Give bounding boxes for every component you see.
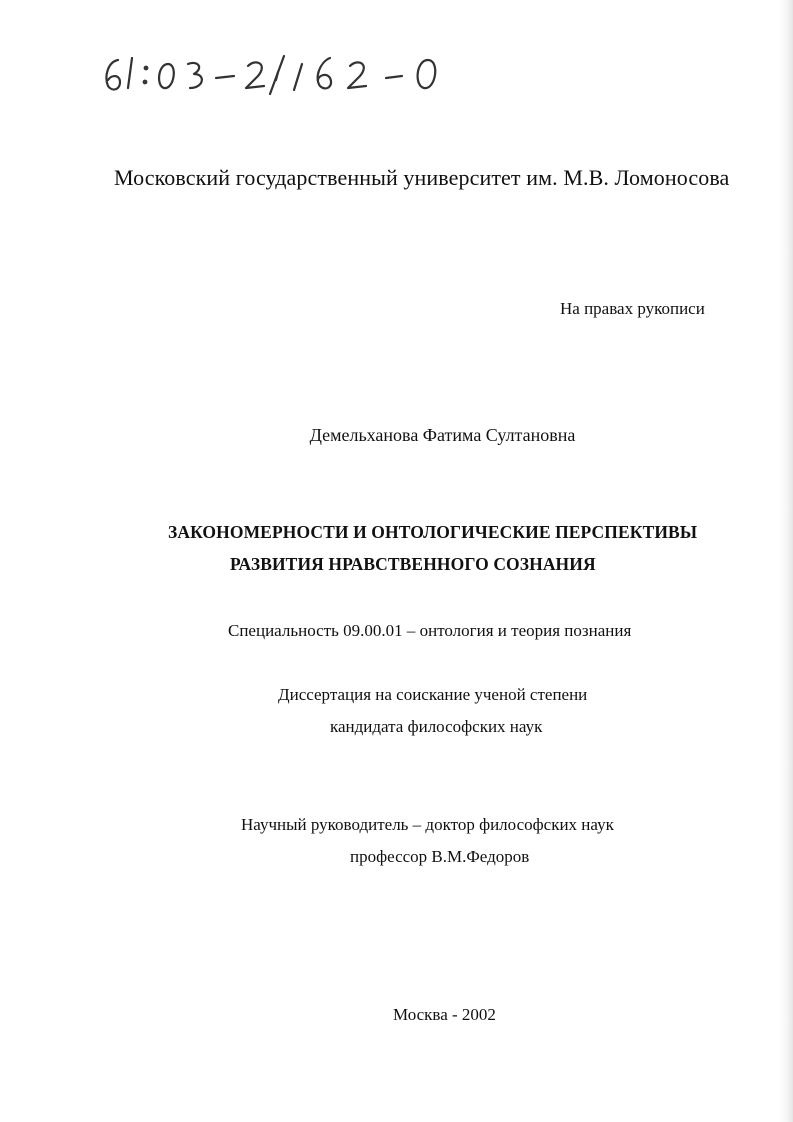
- university-name: Московский государственный университет им. М.В. Ломоносова: [114, 165, 730, 190]
- dissertation-title-line-2: РАЗВИТИЯ НРАВСТВЕННОГО СОЗНАНИЯ: [230, 554, 596, 574]
- advisor-line-1: Научный руководитель – доктор философских наук: [241, 815, 614, 834]
- dissertation-title-line-1: ЗАКОНОМЕРНОСТИ И ОНТОЛОГИЧЕСКИЕ ПЕРСПЕКТИВЫ: [168, 522, 698, 542]
- degree-line-2: кандидата философских наук: [330, 717, 543, 736]
- author-name: Демельханова Фатима Султановна: [309, 425, 576, 445]
- specialty-line: Специальность 09.00.01 – онтология и теория познания: [228, 621, 632, 640]
- advisor-line-2: профессор В.М.Федоров: [350, 847, 530, 866]
- rights-note: На правах рукописи: [560, 299, 705, 318]
- degree-line-1: Диссертация на соискание ученой степени: [278, 685, 588, 704]
- scan-edge-shadow: [779, 0, 793, 1122]
- handwritten-code-drawing: [98, 42, 478, 102]
- city-year: Москва - 2002: [393, 1005, 496, 1024]
- handwritten-archive-code: [98, 42, 478, 102]
